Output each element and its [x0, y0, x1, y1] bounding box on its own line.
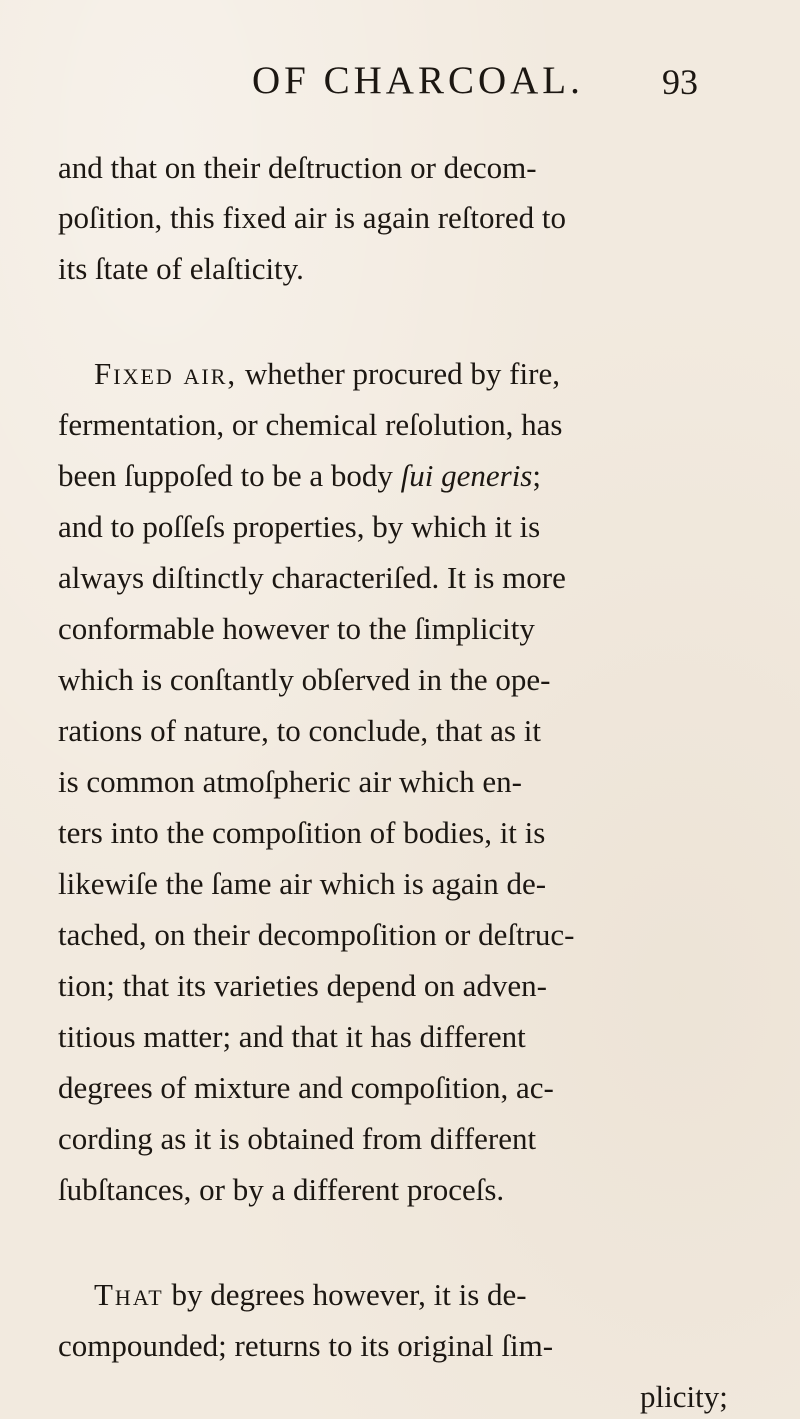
text-line	[58, 460, 541, 491]
text-line: compounded; returns to its original ſim-	[58, 1328, 554, 1363]
paragraph-lead: That	[94, 1277, 164, 1312]
text-fragment: ;	[532, 458, 542, 493]
text-line: titious matter; and that it has different	[58, 1019, 526, 1054]
text-line: ſubſtances, or by a different proceſs.	[58, 1172, 505, 1207]
paragraph-lead: Fixed air,	[94, 356, 238, 391]
text-line: always diſtinctly characteriſed. It is more	[58, 560, 566, 595]
text-line: poſition, this fixed air is again reſtored to	[58, 200, 566, 235]
text-line: conformable however to the ſimplicity	[58, 611, 535, 646]
text-line: degrees of mixture and compoſition, ac-	[58, 1070, 554, 1105]
text-fragment: by degrees however, it is de-	[163, 1277, 527, 1312]
text-line: is common atmoſpheric air which en-	[58, 764, 523, 799]
text-line: likewiſe the ſame air which is again de-	[58, 866, 547, 901]
text-line: which is conſtantly obſerved in the ope-	[58, 662, 551, 697]
text-line	[94, 1279, 527, 1310]
text-line: ters into the compoſition of bodies, it is	[58, 815, 546, 850]
text-line: and to poſſeſs properties, by which it is	[58, 509, 541, 544]
text-line: and that on their deſtruction or decom-	[58, 150, 537, 185]
text-line: tached, on their decompoſition or deſtruc-	[58, 917, 575, 952]
text-line: fermentation, or chemical reſolution, has	[58, 407, 563, 442]
text-line: tion; that its varieties depend on adven-	[58, 968, 547, 1003]
page-number: 93	[662, 62, 698, 102]
text-line: its ſtate of elaſticity.	[58, 251, 304, 286]
text-line: cording as it is obtained from different	[58, 1121, 537, 1156]
italic-phrase: ſui generis	[400, 458, 533, 493]
text-line	[94, 358, 560, 389]
text-line: rations of nature, to conclude, that as it	[58, 713, 541, 748]
text-fragment: been ſuppoſed to be a body	[58, 458, 401, 493]
text-line: plicity;	[640, 1379, 728, 1414]
running-head: OF CHARCOAL.	[252, 59, 584, 102]
text-fragment: whether procured by fire,	[237, 356, 560, 391]
